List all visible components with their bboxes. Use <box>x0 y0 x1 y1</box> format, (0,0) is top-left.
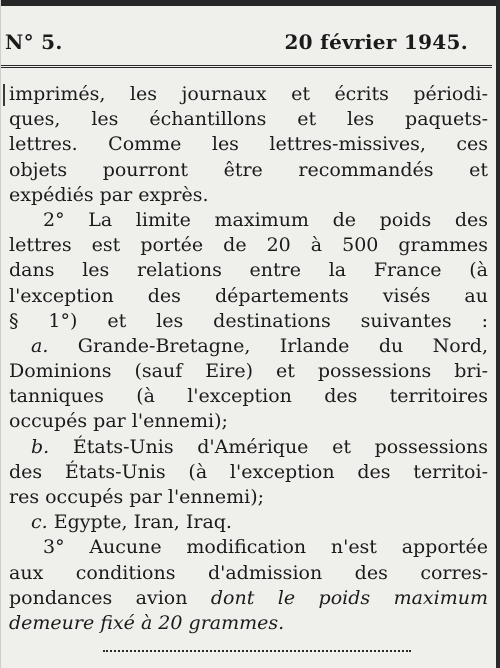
text-line-1: imprimés, les journaux et écrits périodi- <box>9 83 488 105</box>
text-line-8: dans les relations entre la France (à <box>9 259 488 282</box>
text-line-5: expédiés par exprès. <box>9 183 209 206</box>
text-line-2: ques, les échantillons et les paquets- <box>9 108 488 131</box>
text-line-6: 2° La limite maximum de poids des <box>43 208 488 231</box>
marker-a: a. <box>31 334 49 357</box>
header-rule <box>1 65 492 68</box>
text-line-17: res occupés par l'ennemi); <box>9 486 265 508</box>
text-line-19: 3° Aucune modification n'est apportée <box>43 536 488 559</box>
text-line-3: lettres. Comme les lettres-missives, ces <box>9 133 488 156</box>
issue-number: N° 5. <box>5 30 63 54</box>
text-line-21 <box>9 586 488 611</box>
issue-date: 20 février 1945. <box>284 30 468 54</box>
page-header <box>1 30 492 60</box>
text-line-10: § 1°) et les destinations suivantes : <box>9 309 488 332</box>
text-line-18-content: Egypte, Iran, Iraq. <box>53 511 232 534</box>
text-line-11-content: Grande-Bretagne, Irlande du Nord, <box>77 334 488 357</box>
text-line-22: demeure fixé à 20 grammes. <box>9 611 285 634</box>
text-line-21-roman: pondances avion <box>9 586 188 609</box>
text-line-18 <box>9 510 488 535</box>
body-text <box>9 82 488 636</box>
margin-mark <box>3 84 5 106</box>
text-line-15-content: États-Unis d'Amérique et possessions <box>72 435 488 458</box>
text-line-21-italic: dont le poids maximum <box>210 586 488 609</box>
text-line-9: l'exception des départements visés au <box>9 284 488 307</box>
marker-c: c. <box>31 511 48 534</box>
text-line-15 <box>9 435 488 460</box>
text-line-12: Dominions (sauf Eire) et possessions bri- <box>9 360 488 383</box>
text-line-13: tanniques (à l'exception des territoires <box>9 385 488 408</box>
text-line-4: objets pourront être recommandés et <box>9 158 488 181</box>
text-line-14: occupés par l'ennemi); <box>9 410 228 433</box>
top-rule <box>1 0 496 6</box>
text-line-11 <box>9 334 488 359</box>
text-line-16: des États-Unis (à l'exception des territoi- <box>9 460 488 483</box>
text-line-7: lettres est portée de 20 à 500 grammes <box>9 234 488 257</box>
marker-b: b. <box>31 435 50 458</box>
bottom-rule <box>103 650 411 652</box>
text-line-20: aux conditions d'admission des corres- <box>9 561 488 584</box>
